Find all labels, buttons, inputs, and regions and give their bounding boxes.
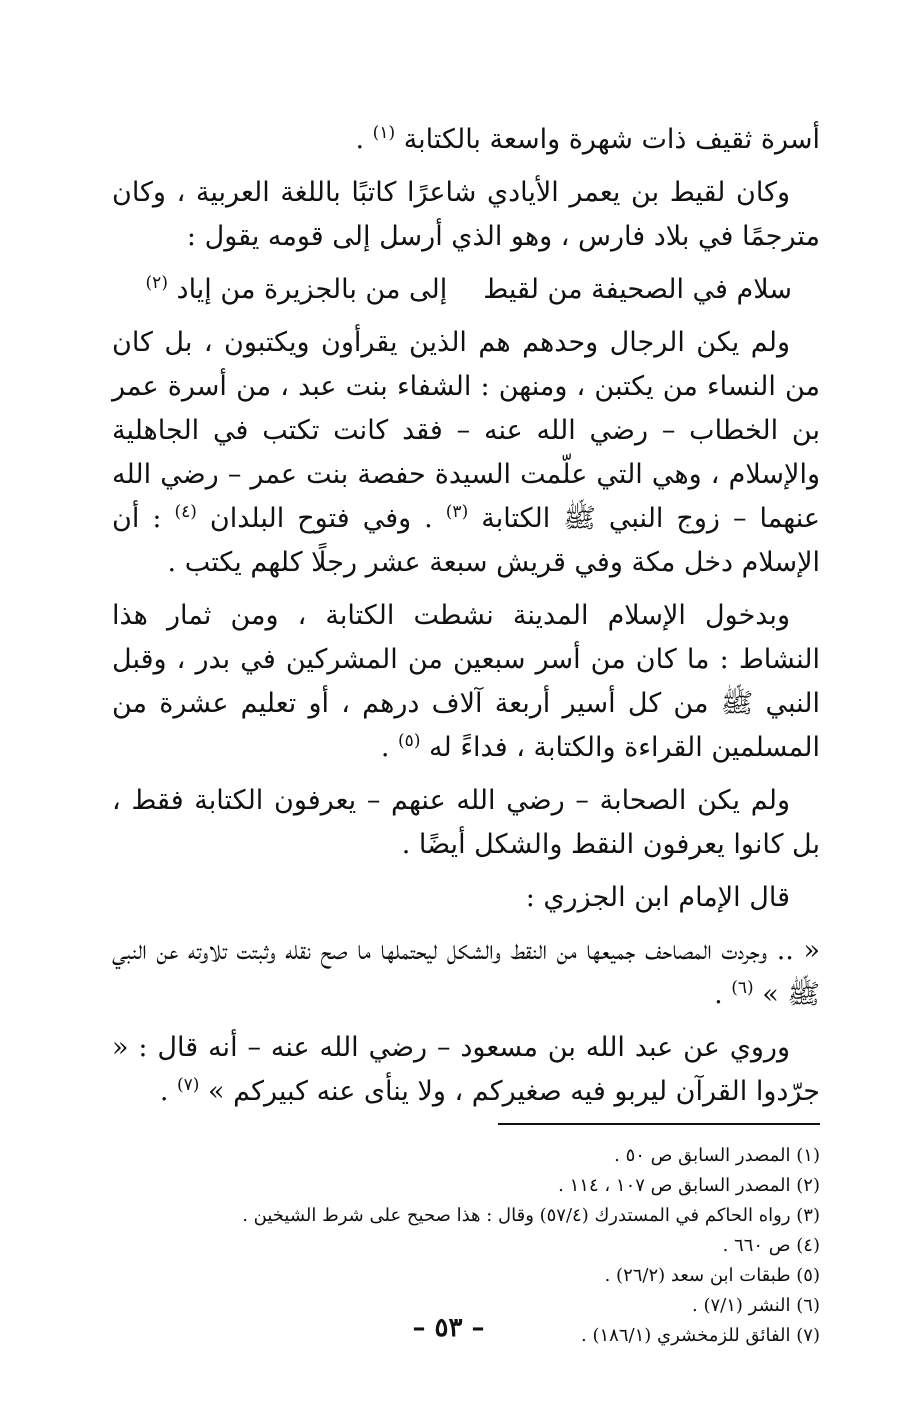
verse-second-hemistich: إلى من بالجزيرة من إياد [176,274,448,305]
page-body [112,118,820,1351]
verse-second-hemistich-wrap [146,268,448,312]
paragraph-tail: . [355,124,373,155]
paragraph-1 [112,118,820,162]
footnote-ref-4[interactable]: (٤) [174,502,197,522]
footnote-ref-7[interactable]: (٧) [177,1075,200,1095]
paragraph-text: أسرة ثقيف ذات شهرة واسعة بالكتابة [403,124,820,155]
footnote-item: (٣) رواه الحاكم في المستدرك (٥٧/٤) وقال : هذا صحيح على شرط الشيخين . [242,1205,820,1226]
paragraph-text: وبدخول الإسلام المدينة نشطت الكتابة ، ومن ثمار هذا النشاط : ما كان من أسر سبعين من المشركين في بدر ، وقبل النبي ﷺ من كل أسير أربعة آلاف درهم ، أو تعليم عشرة من المسلمين القراءة والكتابة ، فداءً له [112,600,820,763]
footnote-ref-6[interactable]: (٦) [731,978,754,998]
footnote-item: (٧) الفائق للزمخشري (١٨٦/١) . [581,1325,820,1346]
footnote-item: (٢) المصدر السابق ص ١٠٧ ، ١١٤ . [558,1175,820,1196]
footnote-item: (٥) طبقات ابن سعد (٢٦/٢) . [604,1265,820,1286]
footnote-item: (١) المصدر السابق ص ٥٠ . [614,1145,820,1166]
paragraph-6 [112,876,820,920]
quotation-paragraph [112,929,820,1017]
footnote-separator [498,1123,820,1125]
verse-first-hemistich: سلام في الصحيفة من لقيط [483,274,792,305]
page-number: – ٥٣ – [412,1313,485,1343]
paragraph-tail: : أن الإسلام دخل مكة وفي قريش سبعة عشر رجلًا كلهم يكتب . [112,503,820,578]
paragraph-8 [112,1026,820,1114]
paragraph-4 [112,594,820,770]
paragraph-tail: . [159,1076,177,1107]
paragraph-text: قال الإمام ابن الجزري : [525,882,790,913]
poetry-verse [112,268,820,312]
paragraph-text: وكان لقيط بن يعمر الأيادي شاعرًا كاتبًا باللغة العربية ، وكان مترجمًا في بلاد فارس ، وهو الذي أرسل إلى قومه يقول : [112,177,820,252]
paragraph-tail: . [714,979,732,1010]
paragraph-text: ولم يكن الصحابة – رضي الله عنهم – يعرفون الكتابة فقط ، بل كانوا يعرفون النقط والشكل أيضًا . [112,785,820,860]
paragraph-text: وروي عن عبد الله بن مسعود – رضي الله عنه – أنه قال : « جرّدوا القرآن ليربو فيه صغيركم ، ولا ينأى عنه كبيركم » [112,1032,820,1107]
paragraph-3 [112,321,820,585]
paragraph-tail: . [380,732,399,763]
footnote-ref-1[interactable]: (١) [372,123,396,143]
paragraph-5 [112,779,820,867]
paragraph-text: ولم يكن الرجال وحدهم هم الذين يقرأون ويكتبون ، بل كان من النساء من يكتبن ، ومنهن : الشفاء بنت عبد ، من أسرة عمر بن الخطاب – رضي الله عنه – فقد كانت تكتب في الجاهلية والإسلام ، وهي التي علّمت السيدة حفصة بنت عمر – رضي الله عنهما – زوج النبي ﷺ الكتابة [112,327,821,534]
paragraph-2 [112,171,820,259]
paragraph-text: « .. وجردت المصاحف جميعها من النقط والشكل ليحتملها ما صح نقله وثبتت تلاوته عن النبي ﷺ » [112,935,820,1010]
footnote-item: (٦) النشر (٧/١) . [692,1295,820,1316]
footnote-ref-5[interactable]: (٥) [398,731,421,751]
paragraph-text: . وفي فتوح البلدان [209,503,446,534]
footnote-ref-3[interactable]: (٣) [445,502,469,522]
footnote-ref-2[interactable]: (٢) [145,273,168,293]
footnote-item: (٤) ص ٦٦٠ . [722,1235,820,1256]
